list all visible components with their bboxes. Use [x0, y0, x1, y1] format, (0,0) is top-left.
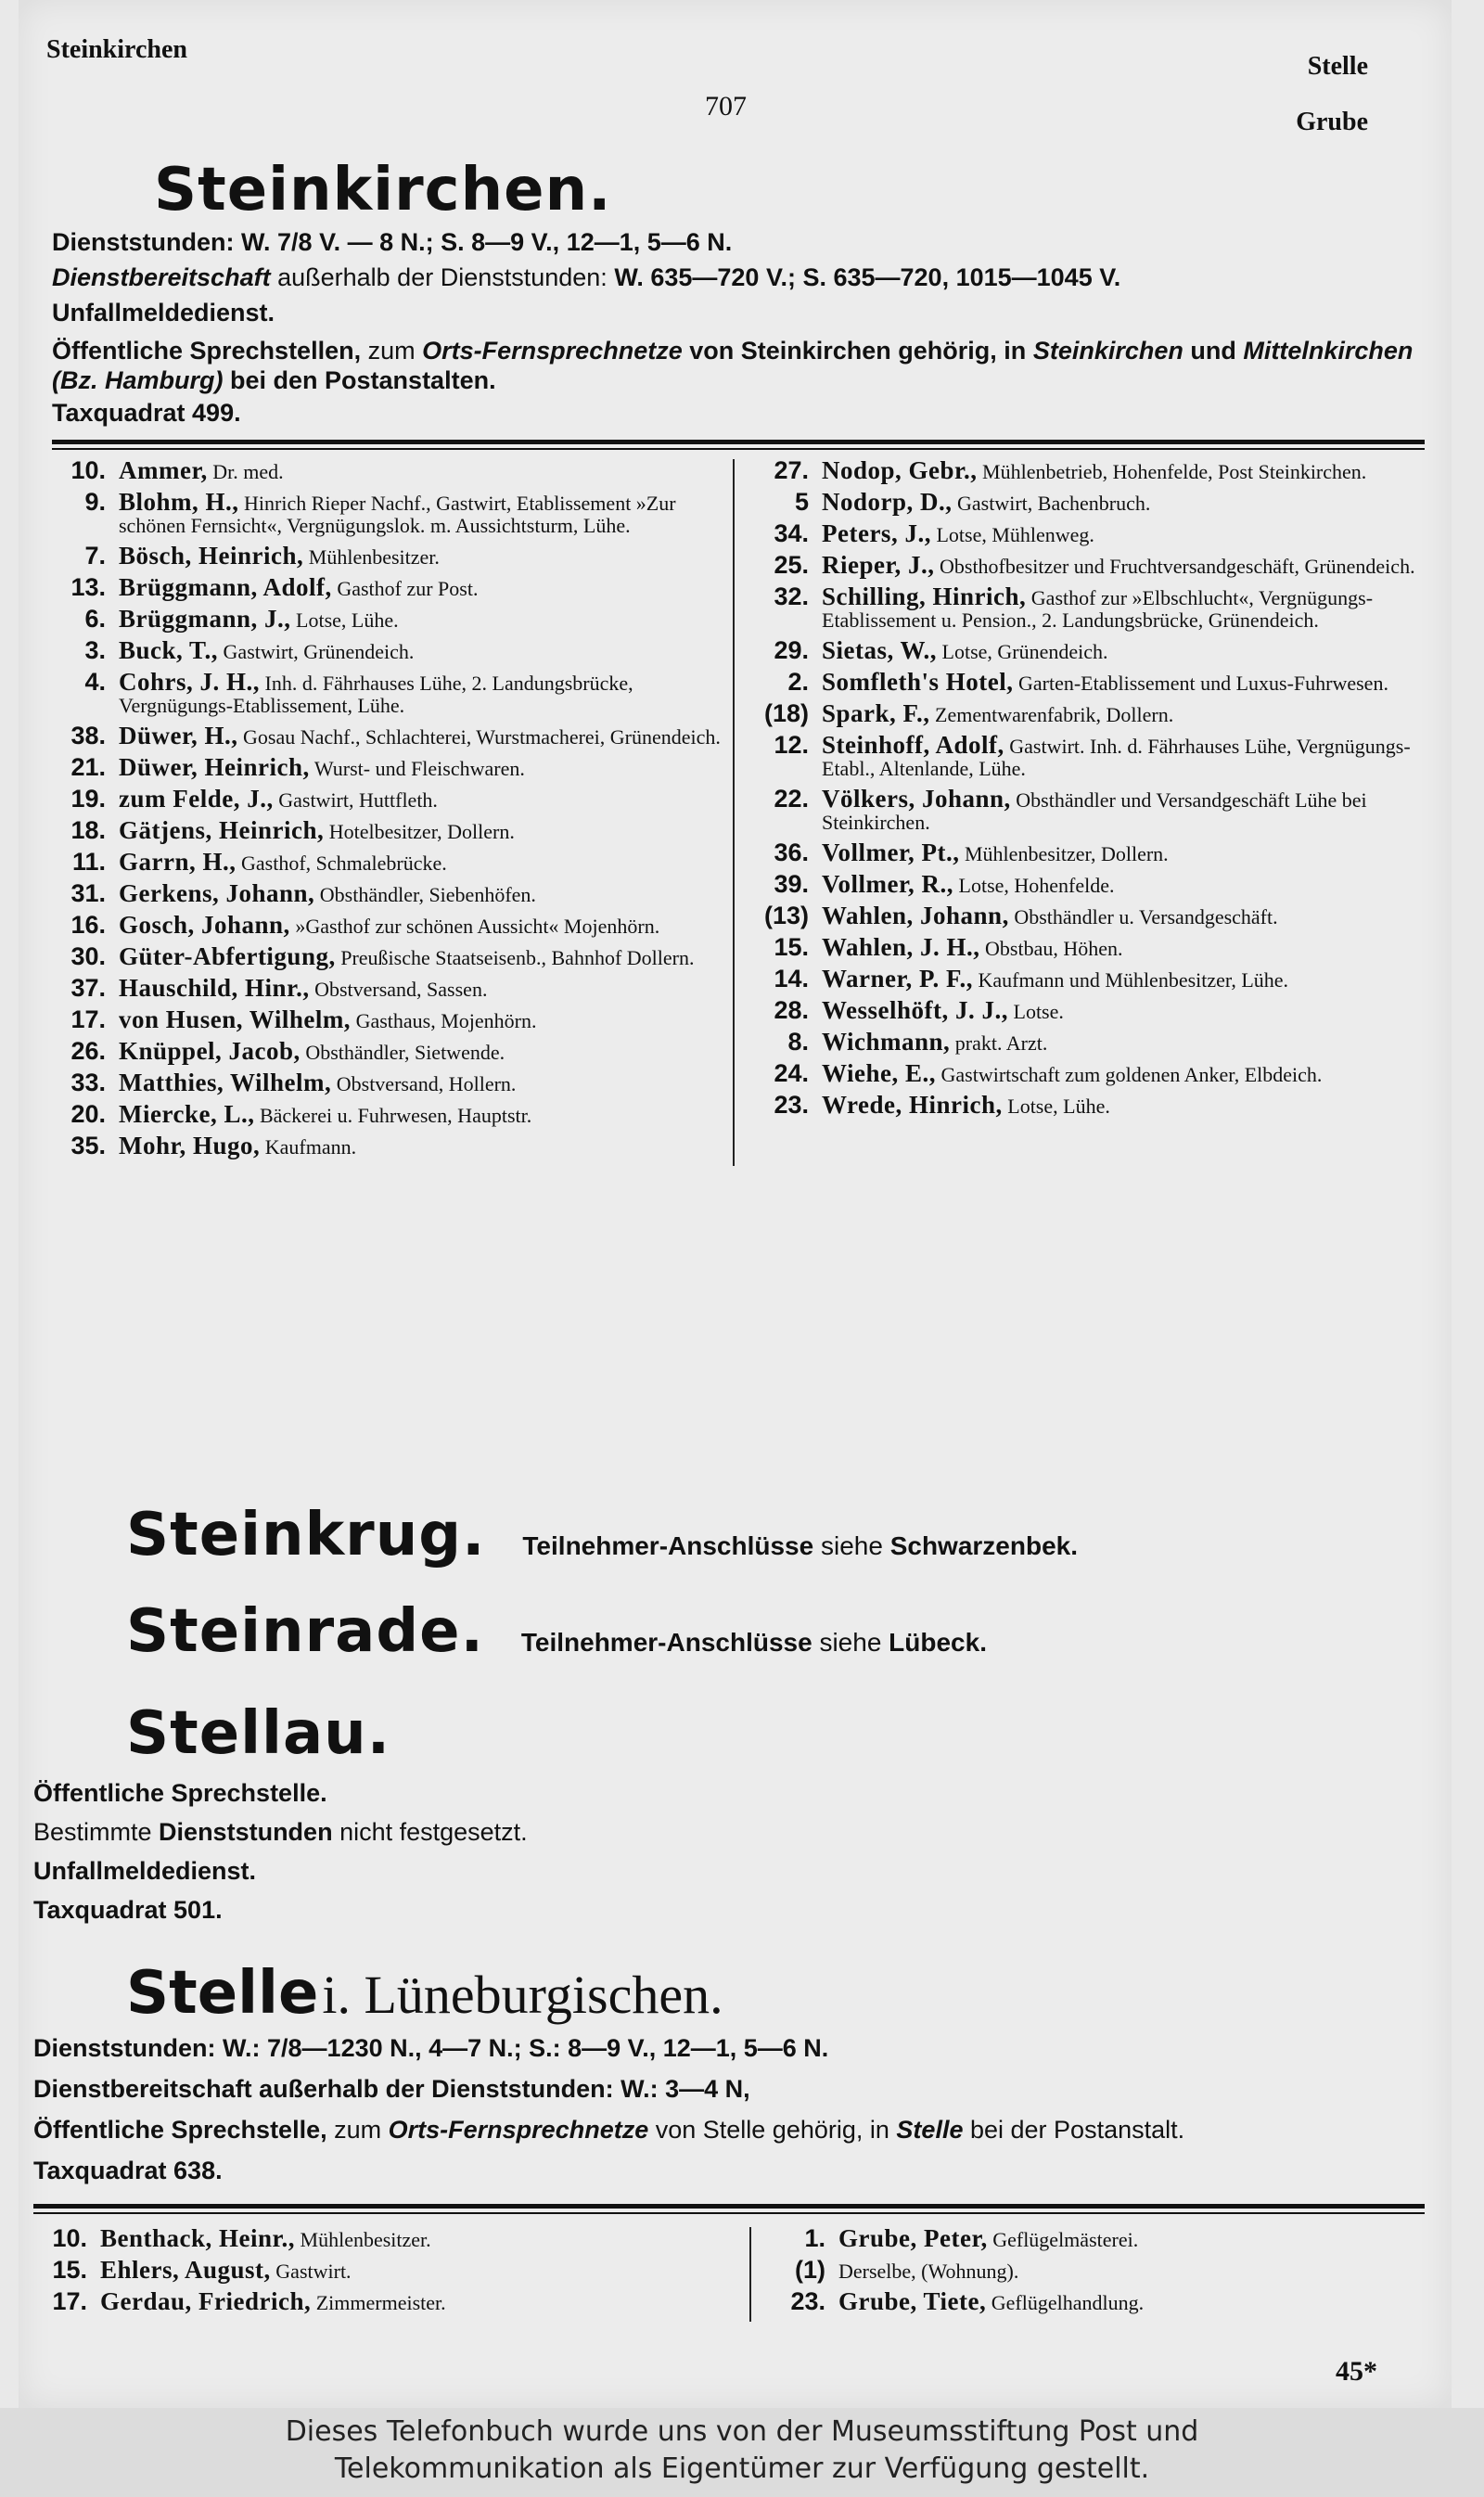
directory-entry — [755, 636, 1425, 664]
entry-name: Völkers, Johann, — [822, 785, 1011, 813]
entry-number: 18. — [70, 816, 106, 844]
entry-name: Spark, F., — [822, 699, 930, 727]
entry-number: 24. — [774, 1059, 809, 1087]
entry-number: 10. — [70, 456, 106, 484]
entry-name: zum Felde, J., — [119, 785, 274, 813]
entry-number: 8. — [787, 1028, 809, 1056]
entry-description: Lotse, Mühlenweg. — [936, 523, 1094, 546]
divider-rule-stelle-thin — [33, 2212, 1425, 2214]
entry-name: Mohr, Hugo, — [119, 1132, 261, 1159]
entry-name: Brüggmann, Adolf, — [119, 573, 332, 601]
directory-entry — [52, 605, 722, 633]
directory-entry — [52, 785, 722, 813]
directory-entry — [33, 2287, 738, 2315]
entry-description: Geflügelmästerei. — [992, 2228, 1139, 2251]
listing-column-right — [751, 2224, 1421, 2322]
stelle-bereitschaft: Dienstbereitschaft außerhalb der Dienststunden: W.: 3—4 N, — [33, 2075, 750, 2103]
section-steinkirchen — [52, 156, 1425, 1166]
copyright-footer — [0, 2408, 1484, 2497]
running-header-right-bottom: Grube — [1296, 108, 1368, 136]
entry-name: Gerdau, Friedrich, — [100, 2287, 312, 2315]
steinkirchen-dienststunden: Dienststunden: W. 7/8 V. — 8 N.; S. 8—9 V., 12—1, 5—6 N. — [52, 228, 733, 256]
entry-description: Obstversand, Sassen. — [314, 978, 488, 1001]
entry-number: 28. — [774, 996, 809, 1024]
entry-name: Düwer, Heinrich, — [119, 753, 310, 781]
entry-description: Lotse. — [1013, 1000, 1064, 1023]
entry-number: 12. — [774, 731, 809, 759]
entry-name: Hauschild, Hinr., — [119, 974, 310, 1002]
divider-rule — [52, 440, 1425, 444]
entry-description: Mühlenbesitzer, Dollern. — [965, 842, 1169, 865]
entry-number: 15. — [52, 2256, 87, 2284]
entry-number: 20. — [70, 1100, 106, 1128]
section-steinkrug — [126, 1501, 1484, 1569]
entry-description: Inh. d. Fährhauses Lühe, 2. Landungsbrücke, Vergnügungs-Etablissement, Lühe. — [119, 672, 633, 717]
entry-description: Gastwirt, Grünendeich. — [223, 640, 415, 663]
entry-number: 19. — [70, 785, 106, 813]
entry-description: Zementwarenfabrik, Dollern. — [935, 703, 1174, 726]
directory-entry — [52, 636, 722, 664]
entry-description: Lotse, Hohenfelde. — [958, 874, 1115, 897]
entry-number: 29. — [774, 636, 809, 664]
directory-entry — [755, 668, 1425, 696]
entry-description: Dr. med. — [212, 460, 284, 483]
directory-entry — [755, 785, 1425, 834]
entry-name: Wahlen, J. H., — [822, 933, 980, 961]
divider-rule-thin — [52, 448, 1425, 450]
entry-name: Miercke, L., — [119, 1100, 255, 1128]
entry-description: Gasthof, Schmalebrücke. — [241, 852, 447, 875]
section-steinrade — [126, 1597, 1484, 1666]
entry-name: Peters, J., — [822, 519, 931, 547]
directory-entry — [52, 942, 722, 970]
entry-description: Hotelbesitzer, Dollern. — [328, 820, 515, 843]
directory-entry — [52, 816, 722, 844]
directory-entry — [755, 456, 1425, 484]
entry-number: 33. — [70, 1069, 106, 1096]
stellau-unfall: Unfallmeldedienst. — [33, 1857, 257, 1885]
entry-description: Obsthändler und Versandgeschäft Lühe bei Steinkirchen. — [822, 788, 1367, 834]
entry-number: 17. — [52, 2287, 87, 2315]
directory-entry — [755, 488, 1425, 516]
entry-number: 32. — [774, 583, 809, 610]
entry-name: Warner, P. F., — [822, 965, 974, 992]
entry-name: Gosch, Johann, — [119, 911, 290, 939]
stellau-taxquadrat: Taxquadrat 501. — [33, 1896, 223, 1924]
stellau-dienststunden: Bestimmte Dienststunden nicht festgesetzt. — [33, 1818, 528, 1846]
directory-entry — [52, 1071, 722, 1095]
entry-name: Grube, Tiete, — [838, 2287, 987, 2315]
entry-number: 11. — [71, 848, 106, 876]
entry-number: 16. — [70, 911, 106, 939]
entry-name: Benthack, Heinr., — [100, 2224, 296, 2252]
footer-line-2: Telekommunikation als Eigentümer zur Verfügung gestellt. — [334, 2452, 1150, 2485]
entry-description: Gastwirt. Inh. d. Fährhauses Lühe, Vergnügungs-Etabl., Altenlande, Lühe. — [822, 735, 1411, 780]
listing-column-left — [33, 2224, 751, 2322]
entry-name: Rieper, J., — [822, 551, 935, 579]
entry-number: 17. — [70, 1005, 106, 1033]
directory-entry — [33, 2256, 738, 2284]
town-title-steinkrug: Steinkrug. — [126, 1501, 486, 1569]
running-header-left: Steinkirchen — [46, 35, 187, 64]
entry-description: Hinrich Rieper Nachf., Gastwirt, Etablissement »Zur schönen Fernsicht«, Vergnügungslok. m. Aussichtsturm, Lühe. — [119, 492, 676, 537]
entry-description: Obsthändler, Siebenhöfen. — [319, 883, 536, 906]
directory-entry — [33, 2224, 738, 2252]
entry-description: Kaufmann. — [264, 1135, 357, 1159]
entry-description: Lotse, Grünendeich. — [941, 640, 1108, 663]
entry-name: Wrede, Hinrich, — [822, 1091, 1003, 1119]
town-title-stellau: Stellau. — [126, 1699, 391, 1768]
entry-description: Gastwirt, Huttfleth. — [278, 788, 438, 812]
entry-name: Sietas, W., — [822, 636, 938, 664]
entry-number: 25. — [774, 551, 809, 579]
directory-entry — [755, 996, 1425, 1024]
directory-entry — [52, 848, 722, 876]
entry-name: Wiehe, E., — [822, 1059, 937, 1087]
entry-description: Gastwirt. — [275, 2260, 352, 2283]
entry-name: Grube, Peter, — [838, 2224, 988, 2252]
entry-name: Buck, T., — [119, 636, 219, 664]
entry-name: Ehlers, August, — [100, 2256, 271, 2284]
entry-name: Schilling, Hinrich, — [822, 583, 1027, 610]
stellau-sprechstelle: Öffentliche Sprechstelle. — [33, 1779, 327, 1807]
entry-description: Obsthofbesitzer und Fruchtversandgeschäft, Grünendeich. — [940, 555, 1415, 578]
entry-name: Gätjens, Heinrich, — [119, 816, 325, 844]
directory-entry — [52, 668, 722, 717]
entry-number: 38. — [70, 722, 106, 749]
entry-description: Mühlenbesitzer. — [300, 2228, 431, 2251]
entry-description: Mühlenbetrieb, Hohenfelde, Post Steinkirchen. — [982, 460, 1367, 483]
entry-description: Garten-Etablissement und Luxus-Fuhrwesen. — [1017, 672, 1388, 695]
directory-entry — [52, 1134, 722, 1159]
entry-name: Wichmann, — [822, 1028, 951, 1056]
directory-entry — [772, 2287, 1421, 2315]
entry-name: Bösch, Heinrich, — [119, 542, 304, 570]
entry-name: Gerkens, Johann, — [119, 879, 315, 907]
entry-number: 21. — [70, 753, 106, 781]
entry-description: Derselbe, (Wohnung). — [838, 2260, 1019, 2283]
town-title-steinrade: Steinrade. — [126, 1597, 484, 1666]
entry-name: Brüggmann, J., — [119, 605, 291, 633]
entry-number: 6. — [84, 605, 106, 633]
town-title-steinkirchen: Steinkirchen. — [154, 156, 612, 224]
entry-description: Kaufmann und Mühlenbesitzer, Lühe. — [978, 968, 1289, 992]
entry-number: 27. — [774, 456, 809, 484]
directory-entry — [772, 2256, 1421, 2284]
signature-mark: 45* — [1336, 2356, 1377, 2387]
steinrade-reference: Teilnehmer-Anschlüsse siehe Lübeck. — [520, 1628, 987, 1657]
steinkirchen-unfall: Unfallmeldedienst. — [52, 299, 275, 327]
entry-description: Bäckerei u. Fuhrwesen, Hauptstr. — [259, 1104, 532, 1127]
entry-description: Gosau Nachf., Schlachterei, Wurstmacherei, Grünendeich. — [243, 725, 721, 749]
directory-entry — [755, 519, 1425, 547]
directory-entry — [755, 870, 1425, 898]
town-title-stelle: Stelle — [126, 1959, 319, 2028]
entry-number: 3. — [84, 636, 106, 664]
directory-entry — [755, 1028, 1425, 1056]
steinkirchen-sprechstellen: Öffentliche Sprechstellen, zum Orts-Fernsprechnetze von Steinkirchen gehörig, in Steinkirchen und Mittelnkirchen (Bz. Hamburg) bei den Postanstalten. — [52, 337, 1414, 394]
running-header-right-top: Stelle — [1307, 52, 1368, 81]
entry-name: Vollmer, Pt., — [822, 839, 960, 866]
entry-name: von Husen, Wilhelm, — [119, 1005, 352, 1033]
entry-number: 5 — [794, 488, 809, 516]
entry-name: Garrn, H., — [119, 848, 237, 876]
entry-name: Düwer, H., — [119, 722, 238, 749]
entry-description: Zimmermeister. — [315, 2291, 446, 2314]
entry-name: Cohrs, J. H., — [119, 668, 261, 696]
entry-number: 2. — [787, 668, 809, 696]
entry-description: Obsthändler, Sietwende. — [305, 1041, 505, 1064]
directory-entry — [52, 573, 722, 601]
entry-name: Knüppel, Jacob, — [119, 1037, 301, 1065]
directory-entry — [52, 456, 722, 484]
listing-column-left — [52, 456, 735, 1166]
directory-entry — [755, 904, 1425, 928]
directory-entry — [755, 699, 1425, 727]
steinkirchen-listing — [52, 456, 1425, 1166]
entry-description: Gasthof zur »Elbschlucht«, Vergnügungs-Etablissement u. Pension., 2. Landungsbrücke, Grünendeich. — [822, 586, 1374, 632]
entry-description: Preußische Staatseisenb., Bahnhof Dollern. — [340, 946, 695, 969]
entry-description: Wurst- und Fleischwaren. — [313, 757, 525, 780]
entry-name: Güter-Abfertigung, — [119, 942, 336, 970]
entry-number: 35. — [70, 1132, 106, 1159]
footer-line-1: Dieses Telefonbuch wurde uns von der Museumsstiftung Post und — [285, 2415, 1199, 2448]
listing-column-right — [735, 456, 1425, 1166]
entry-number: (1) — [795, 2256, 825, 2284]
entry-number: 36. — [774, 839, 809, 866]
entry-number: 14. — [774, 965, 809, 992]
entry-name: Steinhoff, Adolf, — [822, 731, 1004, 759]
entry-description: Geflügelhandlung. — [991, 2291, 1145, 2314]
town-subtitle-stelle: i. Lüneburgischen. — [322, 1965, 723, 2025]
entry-number: 15. — [774, 933, 809, 961]
stelle-sprechstelle: Öffentliche Sprechstelle, zum Orts-Fernsprechnetze von Stelle gehörig, in Stelle bei der Postanstalt. — [33, 2116, 1185, 2144]
entry-number: (13) — [763, 902, 809, 929]
entry-number: 13. — [70, 573, 106, 601]
entry-name: Matthies, Wilhelm, — [119, 1069, 332, 1096]
directory-entry — [772, 2224, 1421, 2252]
entry-number: 9. — [84, 488, 106, 516]
entry-description: Obsthändler u. Versandgeschäft. — [1014, 905, 1278, 928]
entry-name: Somfleth's Hotel, — [822, 668, 1014, 696]
entry-description: Mühlenbesitzer. — [308, 545, 440, 569]
entry-description: prakt. Arzt. — [954, 1031, 1048, 1055]
directory-entry — [52, 1005, 722, 1033]
directory-entry — [755, 967, 1425, 992]
directory-entry — [755, 551, 1425, 579]
entry-number: 31. — [70, 879, 106, 907]
entry-number: 1. — [804, 2224, 825, 2252]
entry-name: Wesselhöft, J. J., — [822, 996, 1008, 1024]
directory-entry — [52, 488, 722, 537]
entry-name: Blohm, H., — [119, 488, 239, 516]
entry-description: Gastwirtschaft zum goldenen Anker, Elbdeich. — [940, 1063, 1323, 1086]
directory-entry — [755, 731, 1425, 780]
section-stelle — [33, 1959, 1425, 2322]
entry-number: 30. — [70, 942, 106, 970]
stelle-dienststunden: Dienststunden: W.: 7/8—1230 N., 4—7 N.; S.: 8—9 V., 12—1, 5—6 N. — [33, 2034, 829, 2062]
entry-number: 39. — [774, 870, 809, 898]
steinkirchen-taxquadrat: Taxquadrat 499. — [52, 399, 241, 427]
page-number: 707 — [705, 91, 747, 122]
section-stellau — [33, 1699, 1406, 1929]
directory-entry — [52, 974, 722, 1002]
entry-description: Gasthaus, Mojenhörn. — [355, 1009, 537, 1032]
entry-number: 10. — [52, 2224, 87, 2252]
entry-name: Nodorp, D., — [822, 488, 953, 516]
stelle-taxquadrat: Taxquadrat 638. — [33, 2157, 223, 2184]
entry-number: 37. — [70, 974, 106, 1002]
directory-entry — [52, 724, 722, 749]
entry-number: 23. — [790, 2287, 825, 2315]
entry-number: 22. — [774, 785, 809, 813]
entry-number: 34. — [774, 519, 809, 547]
directory-entry — [52, 911, 722, 939]
entry-description: Lotse, Lühe. — [1007, 1095, 1110, 1118]
stelle-listing — [33, 2224, 1425, 2322]
entry-name: Wahlen, Johann, — [822, 902, 1009, 929]
entry-name: Nodop, Gebr., — [822, 456, 978, 484]
entry-number: (18) — [763, 699, 809, 727]
entry-name: Vollmer, R., — [822, 870, 954, 898]
steinkirchen-info — [52, 224, 1425, 430]
entry-name: Ammer, — [119, 456, 208, 484]
entry-number: 7. — [84, 542, 106, 570]
directory-entry — [52, 879, 722, 907]
directory-entry — [755, 933, 1425, 961]
directory-entry — [755, 1091, 1425, 1119]
entry-number: 26. — [70, 1037, 106, 1065]
entry-description: »Gasthof zur schönen Aussicht« Mojenhörn. — [295, 915, 660, 938]
directory-entry — [755, 1059, 1425, 1087]
directory-entry — [755, 841, 1425, 865]
entry-description: Lotse, Lühe. — [296, 608, 399, 632]
entry-number: 23. — [774, 1091, 809, 1119]
entry-description: Gasthof zur Post. — [337, 577, 479, 600]
entry-description: Obstversand, Hollern. — [336, 1072, 517, 1095]
directory-page — [19, 0, 1452, 2408]
entry-number: 4. — [84, 668, 106, 696]
directory-entry — [52, 544, 722, 569]
directory-entry — [52, 1100, 722, 1128]
steinkirchen-bereitschaft: Dienstbereitschaft außerhalb der Dienststunden: W. 635—720 V.; S. 635—720, 1015—1045 V. — [52, 263, 1121, 291]
divider-rule-stelle — [33, 2204, 1425, 2209]
directory-entry — [52, 753, 722, 781]
entry-description: Gastwirt, Bachenbruch. — [957, 492, 1151, 515]
directory-entry — [755, 585, 1425, 632]
steinkrug-reference: Teilnehmer-Anschlüsse siehe Schwarzenbek. — [522, 1531, 1079, 1560]
entry-description: Obstbau, Höhen. — [985, 937, 1123, 960]
directory-entry — [52, 1037, 722, 1065]
